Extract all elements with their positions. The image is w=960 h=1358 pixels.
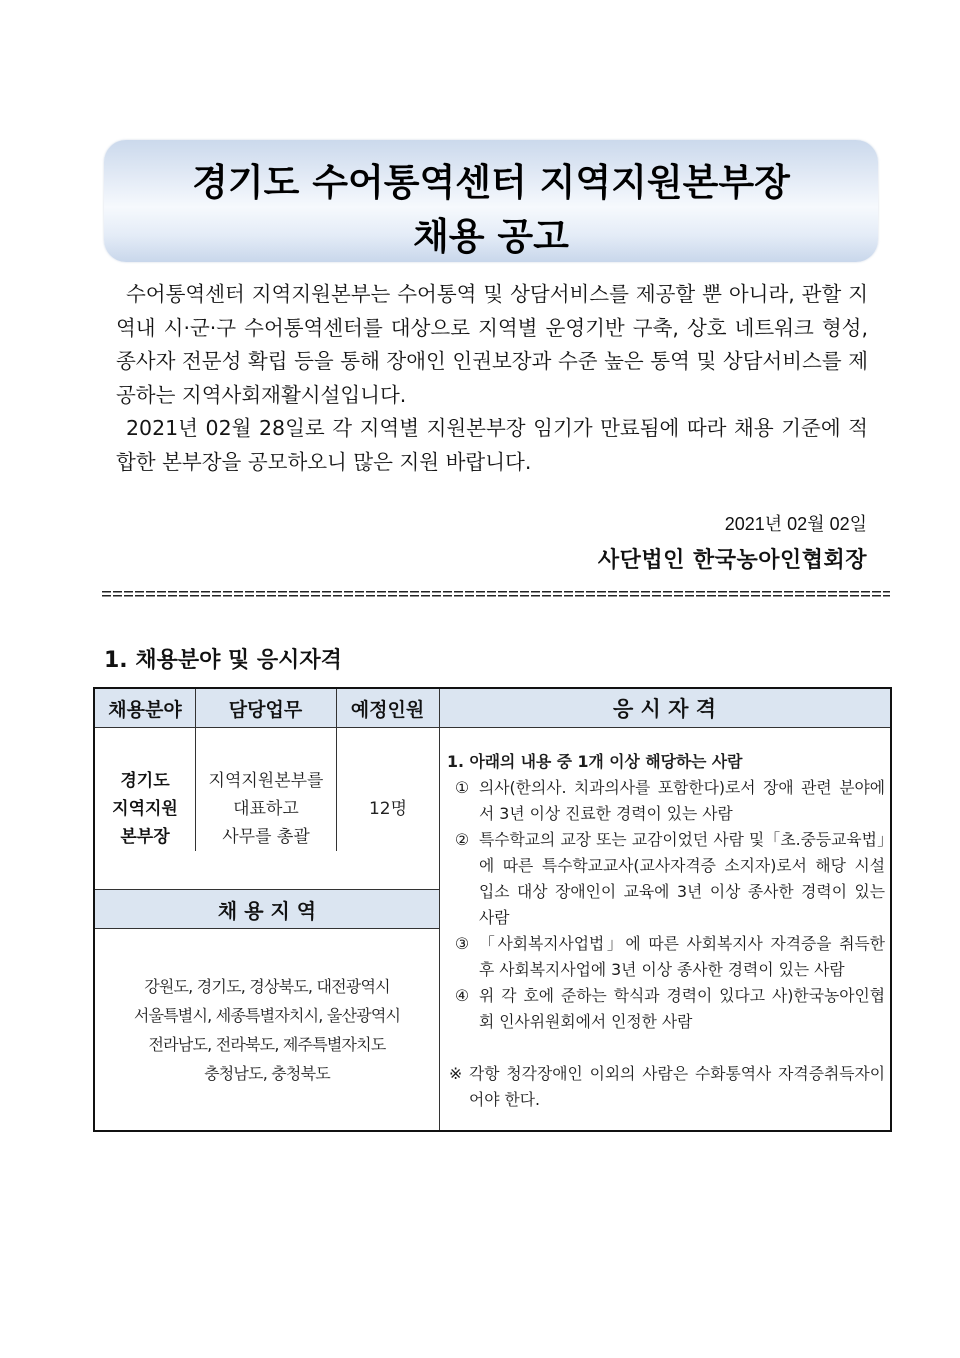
section-title: 1. 채용분야 및 응시자격 <box>104 648 342 673</box>
item-number: ② <box>455 830 470 849</box>
divider-line <box>102 590 890 598</box>
item-text: 「사회복지사업법」에 따른 사회복지사 자격증을 취득한 후 사회복지사업에 3년 이상 종사한 경력이 있는 사람 <box>479 934 885 979</box>
region-line: 서울특별시, 세종특별자치시, 울산광역시 <box>133 1005 401 1025</box>
field-line: 경기도 <box>120 770 170 791</box>
header-field: 채용분야 <box>95 689 195 727</box>
announcement-date: 2021년 02월 02일 <box>724 514 867 534</box>
duty-line: 지역지원본부를 <box>208 770 324 791</box>
organization-name: 사단법인 한국농아인협회장 <box>597 548 867 573</box>
qualification-item <box>447 931 885 983</box>
note-text: 각항 청각장애인 이외의 사람은 수화통역사 자격증취득자이어야 한다. <box>469 1064 885 1109</box>
column-divider <box>439 689 440 1130</box>
item-number: ④ <box>455 986 470 1005</box>
qualification-item <box>447 983 885 1035</box>
region-line: 충청남도, 충청북도 <box>204 1063 330 1083</box>
header-duty: 담당업무 <box>195 689 336 727</box>
count-cell <box>337 728 439 889</box>
intro-paragraph-1: 수어통역센터 지역지원본부는 수어통역 및 상담서비스를 제공할 뿐 아니라, 관할 지역내 시·군·구 수어통역센터를 대상으로 지역별 운영기반 구축, 상호 네트워크 형성, 종사자 전문성 확립 등을 통해 장애인 인권보장과 수준 높은 통역 및 상담서비스를 제공하는 지역사회재활시설입니다. <box>116 282 868 407</box>
duty-line: 사무를 총괄 <box>222 826 310 847</box>
region-list <box>95 929 439 1130</box>
qualification-item <box>447 775 885 827</box>
qualification-cell <box>447 749 885 1113</box>
page-subtitle: 채용 공고 <box>413 215 569 258</box>
region-line: 전라남도, 전라북도, 제주특별자치도 <box>148 1034 386 1054</box>
qualification-note <box>447 1061 885 1113</box>
field-line: 본부장 <box>120 826 170 847</box>
item-number: ③ <box>455 934 470 953</box>
item-text: 특수학교의 교장 또는 교감이었던 사람 및「초.중등교육법」에 따른 특수학교교사(교사자격증 소지자)로서 해당 시설 입소 대상 장애인이 교육에 3년 이상 종사한 경력이 있는 사람 <box>479 830 885 927</box>
qualification-item <box>447 827 885 931</box>
intro-paragraph-2: 2021년 02월 28일로 각 지역별 지원본부장 임기가 만료됨에 따라 채용 기준에 적합한 본부장을 공모하오니 많은 지원 바랍니다. <box>116 416 868 474</box>
header-qualification: 응 시 자 격 <box>439 689 890 727</box>
duty-cell <box>196 728 336 889</box>
region-header: 채 용 지 역 <box>95 890 439 928</box>
item-text: 위 각 호에 준하는 학식과 경력이 있다고 사)한국농아인협회 인사위원회에서 인정한 사람 <box>479 986 885 1031</box>
duty-line: 대표하고 <box>233 798 299 819</box>
item-number: ① <box>455 778 470 797</box>
title-banner <box>104 140 878 262</box>
qualification-lead: 1. 아래의 내용 중 1개 이상 해당하는 사람 <box>447 752 743 771</box>
header-count: 예정인원 <box>336 689 439 727</box>
field-cell <box>95 728 195 889</box>
intro-text <box>116 278 868 480</box>
recruitment-table <box>93 687 892 1132</box>
headcount: 12명 <box>368 798 408 819</box>
region-line: 강원도, 경기도, 경상북도, 대전광역시 <box>144 976 390 996</box>
item-text: 의사(한의사. 치과의사를 포함한다)로서 장애 관련 분야에서 3년 이상 진료한 경력이 있는 사람 <box>479 778 885 823</box>
field-line: 지역지원 <box>112 798 178 819</box>
page-title: 경기도 수어통역센터 지역지원본부장 <box>192 161 790 204</box>
note-mark: ※ <box>449 1064 463 1083</box>
